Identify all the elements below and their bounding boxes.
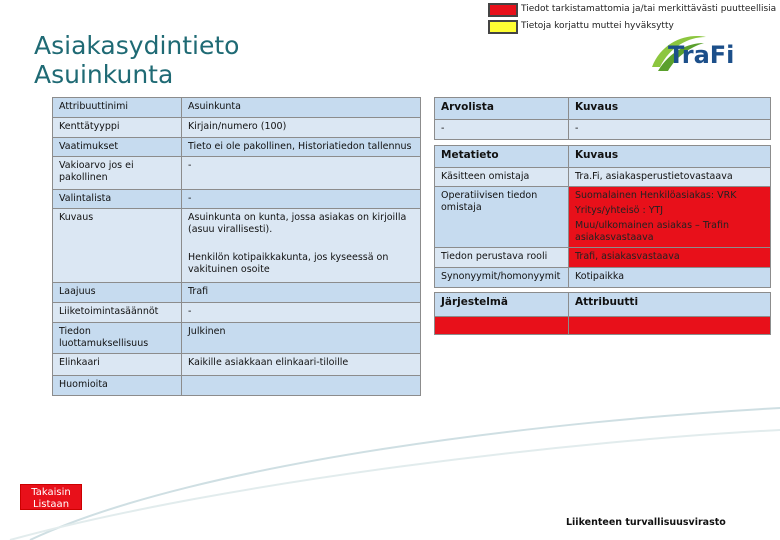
attr-label: Tiedon luottamuksellisuus [53,323,182,354]
attr-value: Tieto ei ole pakollinen, Historiatiedon tallennus [182,138,421,157]
table-row [53,98,421,118]
table-row [53,354,421,376]
meta-label: Käsitteen omistaja [435,168,569,187]
system-table [434,292,771,335]
table-cell [435,317,569,335]
table-row [435,187,771,248]
trafi-logo-text: TraFi [668,41,735,69]
back-button-line2: Listaan [32,499,70,510]
attr-value: - [182,303,421,323]
meta-value: Suomalainen Henkilöasiakas: VRK [575,190,737,201]
legend-yellow-swatch [488,20,518,34]
metadata-table [434,145,771,288]
meta-value: Kotipaikka [569,268,771,288]
attr-value: Julkinen [182,323,421,354]
page-title [34,31,239,89]
attr-label: Attribuuttinimi [53,98,182,118]
table-row [53,138,421,157]
attr-label: Kenttätyyppi [53,118,182,138]
meta-value-extra: Muu/ulkomainen asiakas – Trafin asiakasvastaava [575,220,729,243]
table-row [53,323,421,354]
attr-value: Kirjain/numero (100) [182,118,421,138]
value-list-table [434,97,771,140]
attribute-table [52,97,421,396]
column-header: Kuvaus [569,98,771,120]
page-title-line1: Asiakasydintieto [34,31,240,60]
attr-value: Asuinkunta on kunta, jossa asiakas on kirjoilla (asuu virallisesti). [188,212,407,235]
table-row [53,190,421,209]
trafi-logo [648,31,766,75]
table-row [435,168,771,187]
table-row [53,157,421,190]
table-cell: - [569,120,771,140]
attr-label: Laajuus [53,283,182,303]
table-header-row [435,293,771,317]
table-cell [569,317,771,335]
legend-red-label: Tiedot tarkistamattomia ja/tai merkittävästi puutteellisia [521,4,777,14]
column-header: Järjestelmä [435,293,569,317]
attr-label: Liiketoimintasäännöt [53,303,182,323]
attr-label: Kuvaus [53,209,182,283]
table-row [435,268,771,288]
table-row [435,248,771,268]
column-header: Arvolista [435,98,569,120]
legend-yellow-label: Tietoja korjattu muttei hyväksytty [521,21,674,31]
table-header-row [435,146,771,168]
table-row [53,303,421,323]
attr-value-extra: Henkilön kotipaikkakunta, jos kyseessä on vakituinen osoite [188,252,389,275]
attr-label: Vakioarvo jos ei pakollinen [53,157,182,190]
meta-value: Trafi, asiakasvastaava [569,248,771,268]
footer-agency-name: Liikenteen turvallisuusvirasto [566,517,726,528]
column-header: Metatieto [435,146,569,168]
table-row [53,283,421,303]
legend-red-swatch [488,3,518,17]
table-row [53,118,421,138]
attr-label: Elinkaari [53,354,182,376]
back-to-list-button[interactable] [20,484,82,510]
attr-label: Huomioita [53,376,182,396]
attr-label: Valintalista [53,190,182,209]
table-row [435,317,771,335]
meta-label: Operatiivisen tiedon omistaja [435,187,569,248]
meta-value-group [569,187,771,248]
attr-value: Trafi [182,283,421,303]
meta-label: Tiedon perustava rooli [435,248,569,268]
meta-value: Tra.Fi, asiakasperustietovastaava [569,168,771,187]
attr-value: Asuinkunta [182,98,421,118]
table-row [435,120,771,140]
back-button-line1: Takaisin [31,487,71,498]
column-header: Attribuutti [569,293,771,317]
attr-value: - [182,157,421,190]
attr-value: - [182,190,421,209]
attr-label: Vaatimukset [53,138,182,157]
table-cell: - [435,120,569,140]
attr-value [182,376,421,396]
column-header: Kuvaus [569,146,771,168]
meta-value-extra: Yritys/yhteisö : YTJ [575,205,664,216]
table-row [53,376,421,396]
attr-value-group [182,209,421,283]
page-title-line2: Asuinkunta [34,60,174,89]
table-row [53,209,421,283]
meta-label: Synonyymit/homonyymit [435,268,569,288]
attr-value: Kaikille asiakkaan elinkaari-tiloille [182,354,421,376]
table-header-row [435,98,771,120]
